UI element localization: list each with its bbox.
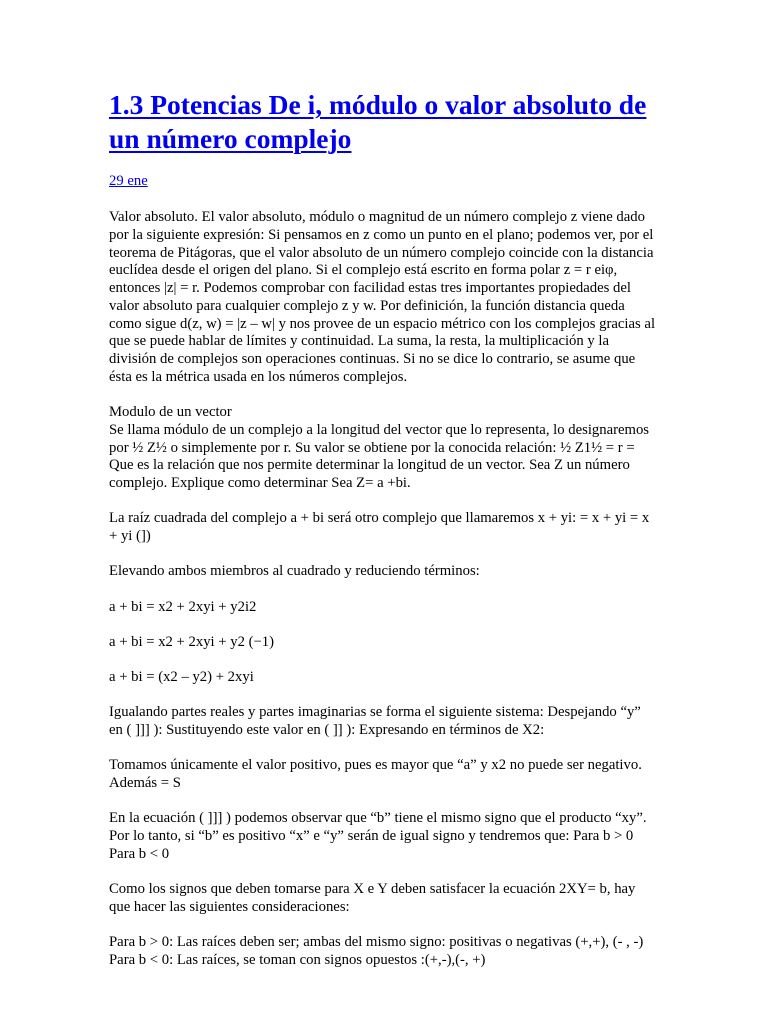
equation-line-2: a + bi = x2 + 2xyi + y2 (−1) [109,633,275,650]
paragraph-igualando: Igualando partes reales y partes imaginarias se forma el siguiente sistema: Despejando “y” en ( ]]] ): Sustituyendo este valor en ( ]] ): Expresando en términos de X2: [109,704,641,738]
article-title[interactable] [109,88,657,156]
paragraph-modulo-vector: Modulo de un vector Se llama módulo de un complejo a la longitud del vector que lo representa, lo designaremos por ½ Z½ o simplemente por r. Su valor se obtiene por la conocida relación: ½ Z1½ = r = Que es la relación que nos permite determinar la longitud de un vector. Sea Z un número complejo. Explique como determinar Sea Z= a +bi. [109,404,650,491]
date-link[interactable]: 29 ene [109,173,148,189]
paragraph-raiz-cuadrada: La raíz cuadrada del complejo a + bi será otro complejo que llamaremos x + yi: = x + yi = x + yi (]) [109,510,650,544]
paragraph-para-b: Para b > 0: Las raíces deben ser; ambas del mismo signo: positivas o negativas (+,+), (- , -) Para b < 0: Las raíces, se toman con signos opuestos :(+,-),(-, +) [109,934,644,968]
equation-line-1: a + bi = x2 + 2xyi + y2i2 [109,598,257,615]
paragraph-elevando: Elevando ambos miembros al cuadrado y reduciendo términos: [109,563,480,580]
paragraph-tomamos: Tomamos únicamente el valor positivo, pues es mayor que “a” y x2 no puede ser negativo. Además = S [109,757,642,791]
paragraph-ecuacion: En la ecuación ( ]]] ) podemos observar que “b” tiene el mismo signo que el producto “xy”. Por lo tanto, si “b” es positivo “x” e “y” serán de igual signo y tendremos que: Para b > 0 Para b < 0 [109,810,647,862]
article [109,88,657,970]
paragraph-como-los-signos: Como los signos que deben tomarse para X e Y deben satisfacer la ecuación 2XY= b, hay que hacer las siguientes consideraciones: [109,881,636,915]
equation-line-3: a + bi = (x2 – y2) + 2xyi [109,669,254,685]
paragraph-valor-absoluto: Valor absoluto. El valor absoluto, módulo o magnitud de un número complejo z viene dado por la siguiente expresión: Si pensamos en z como un punto en el plano; podemos ver, por el teorema de Pitágoras, que el valor absoluto de un número complejo coincide con la distancia euclídea desde el origen del plano. Si el complejo está escrito en forma polar z = r eiφ, entonces |z| = r. Podemos comprobar con facilidad estas tres importantes propiedades del valor absoluto para cualquier complejo z y w. Por definición, la función distancia queda como sigue d(z, w) = |z – w| y nos provee de un espacio métrico con los complejos gracias al que se puede hablar de límites y continuidad. La suma, la resta, la multiplicación y la división de complejos son operaciones continuas. Si no se dice lo contrario, se asume que ésta es la métrica usada en los números complejos. [109,209,656,385]
article-title-link[interactable]: 1.3 Potencias De i, módulo o valor absoluto de un número complejo [109,89,647,154]
